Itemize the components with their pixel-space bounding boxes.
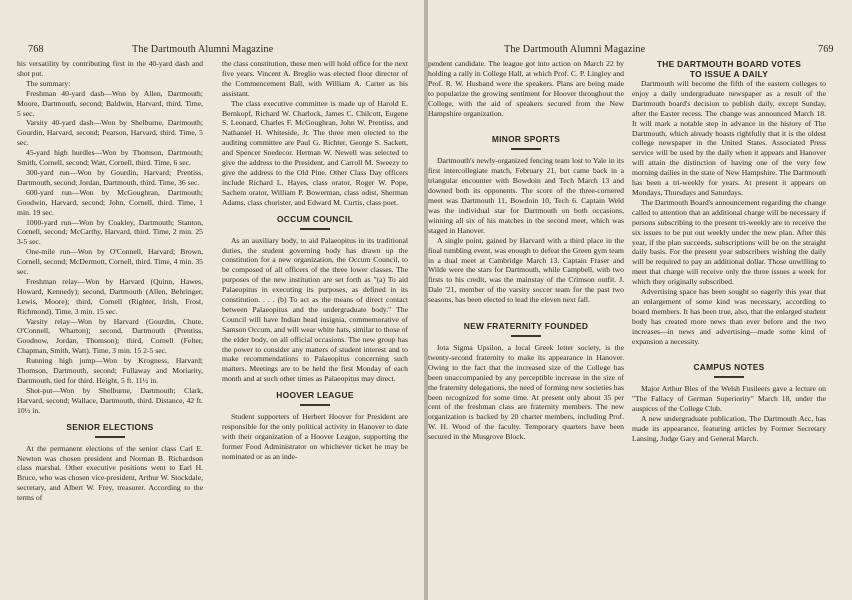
right-column-2 [632, 59, 826, 444]
paragraph: The summary: [26, 78, 71, 88]
heading-rule [714, 376, 744, 378]
result-entry: Running high jump—Won by Krogness, Harvard; Thomson, Dartmouth, second; Fullaway and Moriarity, Dartmouth, tied for third. Height, 5 ft. 11½ in. [17, 356, 203, 385]
section-heading-dartmouth-board: THE DARTMOUTH BOARD VOTES [656, 59, 802, 69]
paragraph: Student supporters of Herbert Hoover for President are responsible for the only political activity in Hanover to date with their organization of a Hoover League, supporting the former Food Administrator on whichever ticket he may be nominated or as an inde- [222, 412, 408, 461]
section-heading-new-fraternity: NEW FRATERNITY FOUNDED [463, 321, 589, 332]
section-heading-dartmouth-board-line2: TO ISSUE A DAILY [689, 69, 769, 79]
right-page-number: 769 [818, 44, 834, 55]
result-entry: 300-yard run—Won by Gourdin, Harvard; Prentiss, Dartmouth, second; Jordan, Dartmouth, third. Time, 36 sec. [17, 167, 203, 187]
result-entry: Shot-put—Won by Shelburne, Dartmouth; Clark, Harvard, second; Wallace, Dartmouth, third. Distance, 42 ft. 10½ in. [17, 385, 203, 415]
paragraph: Dartmouth will become the fifth of the eastern colleges to enjoy a daily undergraduate newspaper as a result of the Dartmouth board's decision to publish daily, except Sunday, after the Easter recess. The change was announced March 18. It will mark a notable step in advance in the history of The Dartmouth, which already boasts rightfully that it is the oldest college newspaper in the United States. Associated Press service will be used by the daily when it appears and Hanover will attain the distinction of having one of the very few morning dailies in the state of New Hampshire. The Dartmouth has been a tri-weekly for years. At present it appears on Mondays, Thursdays and Saturdays. [632, 79, 826, 197]
result-entry: Freshman 40-yard dash—Won by Allen, Dartmouth; Moore, Dartmouth, second; Baldwin, Harvard, third. Time, 5 sec. [17, 88, 203, 118]
paragraph: pendent candidate. The league got into action on March 22 by holding a rally in College Hall, at which Prof. C. P. Lingley and Prof. R. W. Husband were the speakers. Plans are being made to popularize the growing sentiment for Hoover throughout the College, with the aid of speakers secured from the New Hampshire organization. [428, 59, 624, 118]
left-page [0, 0, 424, 600]
heading-rule [511, 148, 541, 150]
paragraph: At the permanent elections of the senior class Carl E. Newton was chosen president and Norman B. Richardson class marshal. Other executive positions went to Earl H. Bruce, who was chosen vice-president, Arthur W. Stockdale, secretary, and Albert W. Frey, treasurer. According to the terms of [17, 443, 203, 503]
result-entry: 1000-yard run—Won by Coakley, Dartmouth; Stanton, Cornell, second; McCarthy, Harvard, third. Time, 2 min. 25 3-5 sec. [17, 217, 203, 247]
paragraph: As an auxiliary body, to aid Palaeopitus in its traditional duties, the student governing body has drawn up the constitution for a new organization, the Occum Council, to be composed of all officers of the three lower classes. The purposes of the new institution are set forth as "(a) To aid Palaeopitus in executing its purposes, as defined in its constitution. . . . (b) To act as the means of direct contact between Palaeopitus and the undergraduate body." The Council will have Indian head insignia, commemorative of Samson Occum, and will wear white hats, similar to those of the elder body, on all official occasions. The new group has the power to consider any matters of student interest and to make recommendations to Palaeopitus concerning such matters. Meetings are to be held the first Monday of each month and at such other times as Palaeopitus may direct. [222, 235, 408, 384]
right-running-head: The Dartmouth Alumni Magazine [504, 44, 646, 55]
result-entry: 45-yard high hurdles—Won by Thomson, Dartmouth; Smith, Cornell, second; Watt, Cornell, third. Time, 6 sec. [17, 148, 203, 168]
left-column-2 [222, 59, 408, 462]
left-column-1 [17, 59, 203, 503]
heading-rule [300, 404, 330, 406]
paragraph: A single point, gained by Harvard with a third place in the final tumbling event, was enough to defeat the Green gym team in a dual meet at Cambridge March 13. Captain Fraser and Wilde were the stars for Dartmouth, while Campbell, with two firsts to his credit, was the mainstay of the Crimson outfit. J. Dale '21, member of the varsity soccer team for the past two seasons, has been elected to lead the eleven next fall. [428, 235, 624, 305]
paragraph: Major Arthur Bles of the Welsh Fusileers gave a lecture on "The Fallacy of German Superiority" March 18, under the auspices of the College Club. [632, 384, 826, 414]
left-page-number: 768 [28, 44, 44, 55]
paragraph: Advertising space has been sought so eagerly this year that an enlargement of some kind was necessary, according to board members. It has been true, also, that the enlarged student body has created more news than ever before and the two increases—in news and advertising—made some kind of expansion a necessity. [632, 287, 826, 346]
heading-rule [300, 228, 330, 230]
section-heading-hoover-league: HOOVER LEAGUE [276, 390, 354, 401]
left-running-head: The Dartmouth Alumni Magazine [132, 44, 274, 55]
section-heading-campus-notes: CAMPUS NOTES [693, 362, 765, 373]
paragraph: Dartmouth's newly-organized fencing team lost to Yale in its first intercollegiate match, February 21, but came back in a triangular encounter with Bowdoin and Tech March 13 and downed both its opponents. The score of the three-cornered meet was Dartmouth 11, Bowdoin 10, Tech 6. Captain Weld was the individual star for Dartmouth on both occasions, winning all six of his matches in the second meet, which was staged in Hanover. [428, 156, 624, 235]
paragraph: A new undergraduate publication, The Dartmouth Acc, has made its appearance, featuring articles by Former Secretary Lansing, Judge Gary and General March. [632, 414, 826, 443]
result-entry: Varsity 40-yard dash—Won by Shelburne, Dartmouth; Gourdin, Harvard, second; Pearson, Harvard, third. Time, 5 sec. [17, 118, 203, 148]
result-entry: Freshman relay—Won by Harvard (Quinn, Hawes, Howard, Kennedy); second, Dartmouth (Allen, Behringer, Lewis, Moore); third, Cornell (Righter, Irish, Frost, Richmond). Time, 3 min. 15 sec. [17, 276, 203, 316]
section-heading-occum-council: OCCUM COUNCIL [276, 213, 353, 224]
heading-rule [95, 436, 125, 438]
result-entry: 600-yard run—Won by McGoughran, Dartmouth; Goodwin, Harvard, second; John, Cornell, third. Time, 1 min. 19 sec. [17, 187, 203, 217]
paragraph: the class constitution, these men will hold office for the next five years. Vincent A. Breglio was elected floor director of the Commencement Ball, with William A. Carter as his assistant. [222, 59, 408, 98]
result-entry: One-mile run—Won by O'Connell, Harvard; Brown, Cornell, second; McDermott, Cornell, third. Time, 4 min. 35 sec. [17, 247, 203, 277]
right-page [428, 0, 852, 600]
paragraph: The class executive committee is made up of Harold E. Bernkopf, Richard W. Charlock, James C. Chilcott, Eugene S. Leonard, Charles F. McGoughran, John W. Prentiss, and Nathaniel H. Whiteside, Jr. The three men elected to the auditing committee are Paul G. Richter, George S. Sackett, and Spencer Snedecor. Herman W. Newell was selected to give the address to the President, and Carroll M. Sweezy to give the address to the Old Pine. Other Class Day officers include Richard L. Hayes, class orator, Roger W. Pope, Sachem orator, William P. Bowerman, class odist, Sherman Adams, class chorister, and Edward M. Curtis, class poet. [222, 98, 408, 207]
right-column-1 [428, 59, 624, 442]
paragraph: his versatility by contributing first in the 40-yard dash and shot put. [17, 59, 203, 78]
paragraph: Iota Sigma Upsilon, a local Greek letter society, is the twenty-second fraternity to make its appearance in Hanover. Owing to the fact that the increased size of the College has been unaccompanied by any perceptible increase in the size of the fraternity delegations, the need of forming new societies has been recognized for some time. At present only about 35 per cent of the freshman class are fraternity members. The new organization is backed by 20 charter members, including Prof. W. H. Wood of the faculty. Temporary quarters have been secured in the Musgrove Block. [428, 343, 624, 442]
paragraph: The Dartmouth Board's announcement regarding the change called to attention that an additional charge will be necessary if persons subscribing to the present tri-weekly are to receive the six issues to be put out weekly under the new plan. After this year, if the plan succeeds, subscriptions will be on the straight daily basis. For the present year subscribers wishing the daily will be required to pay an additional dollar. Those unwilling to meet that charge will receive only the three issues a week for which they originally subscribed. [632, 197, 826, 287]
section-heading-senior-elections: SENIOR ELECTIONS [66, 421, 154, 432]
heading-rule [511, 335, 541, 337]
result-entry: Varsity relay—Won by Harvard (Gourdin, Chute, O'Connell, Wharton); second, Dartmouth (Prentiss, Goodnow, Jordan, Thomson); third, Cornell (Felter, Chapman, Smith, Watt). Time, 3 min. 15 2-5 sec. [17, 316, 203, 356]
section-heading-minor-sports: MINOR SPORTS [491, 134, 561, 145]
